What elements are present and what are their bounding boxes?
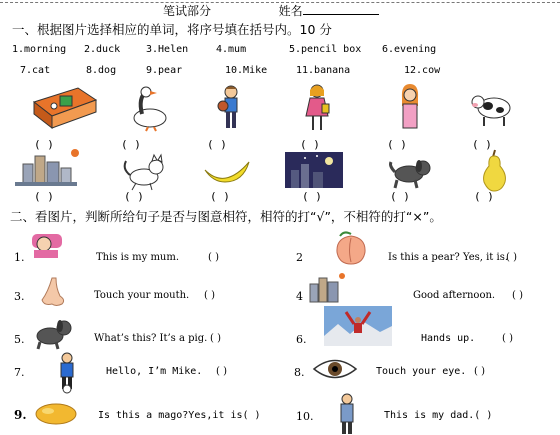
man-dad-icon	[336, 393, 358, 435]
word-2: 2.duck	[84, 44, 121, 55]
item-9-text[interactable]: Is this a mago?Yes,it is( )	[98, 410, 261, 421]
pencil-box-icon	[30, 84, 100, 132]
answer-paren-11[interactable]: ( )	[390, 190, 410, 203]
banana-icon	[203, 160, 251, 186]
nose-icon	[38, 276, 68, 308]
item-6-text: Hands up.	[421, 333, 476, 344]
answer-paren-6[interactable]: ( )	[472, 138, 492, 151]
item-9-number: 9.	[14, 408, 27, 422]
answer-paren-7[interactable]: ( )	[34, 190, 54, 203]
word-5: 5.pencil box	[289, 44, 362, 55]
name-blank[interactable]	[303, 4, 379, 15]
answer-paren-3[interactable]: ( )	[207, 138, 227, 151]
item-1-text: This is my mum.	[96, 252, 180, 263]
item-8-text: Touch your eye.	[376, 366, 467, 377]
item-7-number: 7.	[14, 366, 25, 379]
city-sunset-icon	[15, 148, 85, 186]
item-1-number: 1.	[14, 251, 25, 264]
word-6: 6.evening	[382, 44, 437, 55]
woman-face-icon	[28, 232, 68, 260]
answer-paren-9[interactable]: ( )	[210, 190, 230, 203]
woman-icon	[395, 84, 425, 132]
boy-with-ball-icon	[215, 84, 245, 134]
night-sky-icon	[285, 152, 343, 188]
boy-mike-icon	[56, 352, 78, 394]
name-label: 姓名	[278, 4, 303, 18]
word-1: 1.morning	[12, 44, 67, 55]
item-2-text: Is this a pear? Yes, it is.	[388, 252, 509, 263]
dog-icon	[385, 156, 435, 190]
item-3-answer[interactable]: ( )	[204, 290, 215, 301]
item-4-number: 4	[296, 290, 303, 303]
item-7-answer[interactable]: ( )	[216, 366, 227, 377]
item-5-number: 5.	[14, 333, 25, 346]
duck-icon	[128, 84, 170, 132]
word-7: 7.cat	[20, 65, 51, 76]
answer-paren-2[interactable]: ( )	[121, 138, 141, 151]
answer-paren-4[interactable]: ( )	[300, 138, 320, 151]
item-6-answer[interactable]: ( )	[502, 333, 513, 344]
mango-icon	[34, 402, 78, 426]
item-5-text: What’s this? It’s a pig.	[94, 333, 208, 344]
word-4: 4.mum	[216, 44, 247, 55]
item-2-answer[interactable]: ( )	[506, 252, 517, 263]
item-10-text[interactable]: This is my dad.( )	[384, 410, 493, 421]
hands-up-photo-icon	[324, 306, 392, 346]
answer-paren-10[interactable]: ( )	[302, 190, 322, 203]
peach-icon	[334, 230, 368, 266]
item-1-answer[interactable]: ( )	[208, 252, 219, 263]
item-10-number: 10.	[296, 410, 314, 423]
city-afternoon-icon	[306, 272, 348, 302]
answer-paren-8[interactable]: ( )	[124, 190, 144, 203]
item-2-number: 2	[296, 251, 303, 264]
word-8: 8.dog	[86, 65, 117, 76]
item-8-number: 8.	[294, 366, 305, 379]
section1-heading: 一、根据图片选择相应的单词，将序号填在括号内。10 分	[12, 22, 332, 37]
cat-icon	[122, 155, 168, 191]
item-4-answer[interactable]: ( )	[512, 290, 523, 301]
item-6-number: 6.	[296, 333, 307, 346]
exam-part-title: 笔试部分	[163, 4, 212, 18]
section2-heading: 二、看图片，判断所给句子是否与图意相符，相符的打“√”，不相符的打“×”。	[10, 209, 442, 224]
cow-icon	[470, 92, 514, 128]
pear-icon	[480, 150, 508, 192]
item-8-answer[interactable]: ( )	[474, 366, 485, 377]
answer-paren-12[interactable]: ( )	[474, 190, 494, 203]
word-9: 9.pear	[146, 65, 183, 76]
answer-paren-1[interactable]: ( )	[34, 138, 54, 151]
word-10: 10.Mike	[225, 65, 268, 76]
item-7-text: Hello, I’m Mike.	[106, 366, 203, 377]
item-4-text: Good afternoon.	[413, 290, 496, 301]
word-3: 3.Helen	[146, 44, 189, 55]
item-3-text: Touch your mouth.	[94, 290, 190, 301]
dog-icon-2	[30, 318, 74, 350]
word-12: 12.cow	[404, 65, 441, 76]
word-11: 11.banana	[296, 65, 351, 76]
answer-paren-5[interactable]: ( )	[387, 138, 407, 151]
item-5-answer[interactable]: ( )	[210, 333, 221, 344]
eye-icon	[312, 356, 358, 382]
girl-with-bag-icon	[302, 82, 332, 134]
item-3-number: 3.	[14, 290, 25, 303]
header	[163, 2, 379, 19]
